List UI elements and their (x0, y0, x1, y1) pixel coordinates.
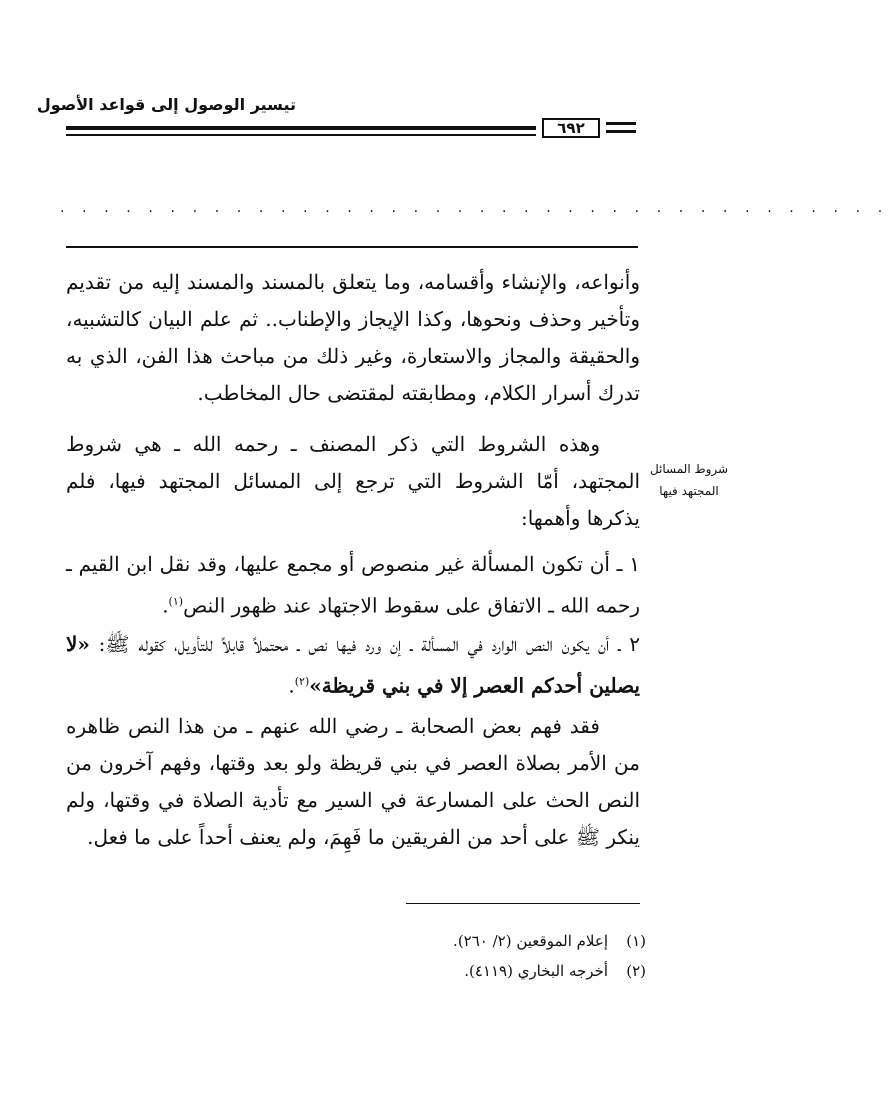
section-separator (66, 246, 638, 248)
footnote-text: إعلام الموقعين (٢/ ٢٦٠). (453, 932, 608, 950)
list-item-text: ٢ ـ أن يكون النص الوارد في المسألة ـ إن ورد فيها نص ـ محتملاً قابلاً للتأويل، كقوله ﷺ: (89, 632, 640, 656)
paragraph-3: فقد فهم بعض الصحابة ـ رضي الله عنهم ـ من هذا النص ظاهره من الأمر بصلاة العصر في بني قريظة ولو بعد وقتها، وفهم آخرون من النص الحث على المسارعة في السير مع تأدية الصلاة في وقتها، ولم ينكر ﷺ على أحد من الفريقين ما فَهِمَ، ولم يعنف أحداً على ما فعل. (66, 714, 640, 849)
footnote-text: أخرجه البخاري (٤١١٩). (464, 962, 608, 980)
margin-note-line: المجتهد فيها (659, 484, 719, 498)
running-head-title: تيسير الوصول إلى قواعد الأصول (36, 95, 296, 114)
paragraph-2: وهذه الشروط التي ذكر المصنف ـ رحمه الله ـ هي شروط المجتهد، أمّا الشروط التي ترجع إلى المسائل المجتهد فيها، فلم يذكرها وأهمها: (66, 432, 641, 530)
hadith-quote: «لا يصلين أحدكم العصر إلا في بني قريظة» (66, 632, 640, 698)
footnote (300, 932, 646, 950)
dotted-line: . . . . . . . . . . . . . . . . . . . . . . . . . . . . . . . . . . . . . . (60, 200, 889, 216)
list-item-text: ١ ـ أن تكون المسألة غير منصوص أو مجمع عليها، وقد نقل ابن القيم ـ رحمه الله ـ الاتفاق على سقوط الاجتهاد عند ظهور النص (66, 552, 640, 618)
header-rule-thin (66, 134, 536, 136)
list-item-2: ٢ ـ أن يكون النص الوارد في المسألة ـ إن ورد فيها نص ـ محتملاً قابلاً للتأويل، كقوله ﷺ: «لا يصلين أحدكم العصر إلا في بني قريظة»$^{(٢)}$. (66, 632, 640, 698)
header-rule-thick (66, 126, 536, 130)
margin-note (646, 458, 732, 502)
footnote-ref-1: (١) (168, 595, 184, 608)
list-item-1: ١ ـ أن تكون المسألة غير منصوص أو مجمع عليها، وقد نقل ابن القيم ـ رحمه الله ـ الاتفاق على سقوط الاجتهاد عند ظهور النص$^{(١)}$. (66, 552, 640, 618)
header-ornament-dash (606, 130, 636, 133)
footnote-number: (١) (626, 932, 646, 950)
header-ornament-dash (606, 122, 636, 125)
margin-note-line: شروط المسائل (649, 462, 729, 476)
footnote-ref-2: (٢) (294, 675, 310, 688)
page-number: ٦٩٢ (542, 118, 600, 138)
footnote-rule (406, 903, 640, 904)
footnote-number: (٢) (626, 962, 646, 980)
paragraph-1: وأنواعه، والإنشاء وأقسامه، وما يتعلق بالمسند والمسند إليه من تقديم وتأخير وحذف ونحوها، وكذا الإيجاز والإطناب.. ثم علم البيان كالتشبيه، والحقيقة والمجاز والاستعارة، وغير ذلك من مباحث هذا الفن، الذي به تدرك أسرار الكلام، ومطابقته لمقتضى حال المخاطب. (66, 270, 641, 405)
footnote (300, 962, 646, 980)
